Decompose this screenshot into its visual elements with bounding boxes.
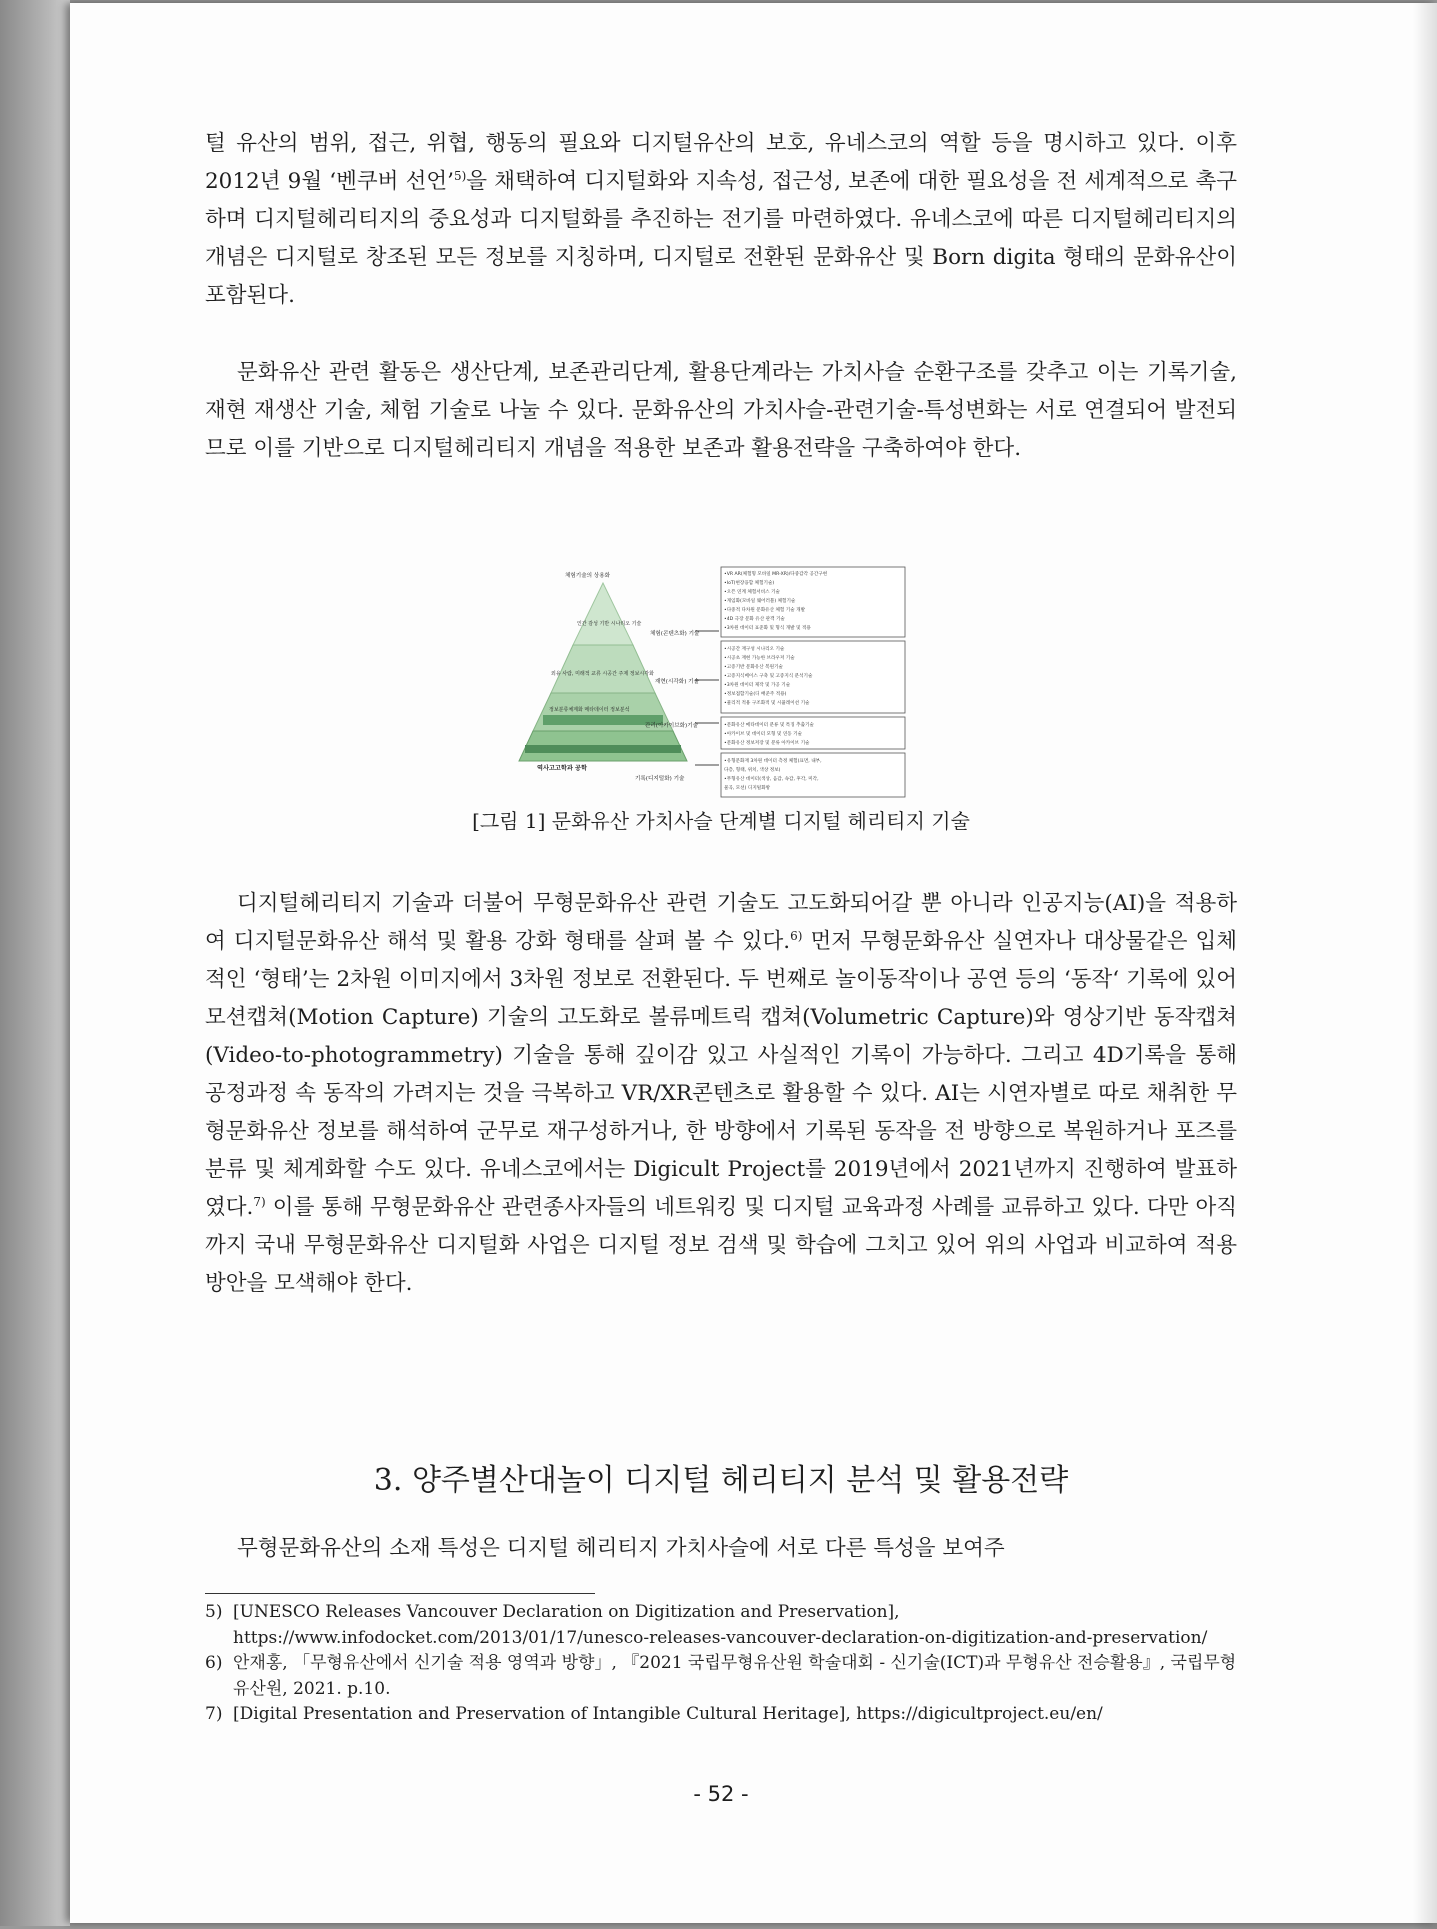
- footnote-5: [205, 1600, 1245, 1651]
- section-title: 3. 양주별산대놀이 디지털 헤리티지 분석 및 활용전략: [373, 1463, 1069, 1498]
- footnotes: [205, 1600, 1245, 1728]
- pyramid-diagram: [515, 565, 965, 805]
- box-4-line: 물곡, 모션) 디지털화방: [724, 786, 771, 791]
- box-3-line: •문화유산 메타데이터 분류 및 특징 추출기술: [724, 723, 814, 728]
- figure-caption: [그림 1] 문화유산 가치사슬 단계별 디지털 헤리티지 기술: [472, 809, 970, 833]
- footnote-6: [205, 1651, 1245, 1702]
- box-2-line: •고증기반 문화유산 복원기술: [724, 665, 783, 670]
- stage-label-4: 기록(디지털화) 기술: [635, 776, 685, 782]
- stage-label-2: 재현(시각화) 기술: [655, 679, 699, 685]
- page-number: - 52 -: [693, 1782, 749, 1806]
- box-2-line: •정보접합기술(디 배준주 적용): [724, 692, 787, 697]
- box-3-line: •문화유산 정보저장 및 분류 아카이브 기술: [724, 741, 810, 746]
- paragraph-text: 문화유산 관련 활동은 생산단계, 보존관리단계, 활용단계라는 가치사슬 순환구조를 갖추고 이는 기록기술, 재현 재생산 기술, 체험 기술로 나눌 수 있다. 문화유산의 가치사슬-관련기술-특성변화는 서로 연결되어 발전되므로 이를 기반으로 디지털헤리티지 개념을 적용한 보존과 활용전략을 구축하여야 한다.: [205, 360, 1237, 461]
- footnote-number: 7): [205, 1704, 223, 1724]
- book-spine-shadow: [0, 0, 70, 1926]
- pyramid-layer-1: [573, 583, 633, 645]
- box-2-line: •3차원 데이터 제작 및 가공 기술: [724, 683, 791, 688]
- box-1-line: •3차원 데이터 표준화 및 형식 개발 및 적용: [724, 626, 811, 631]
- stage-label-1: 체험(콘텐츠화) 기술: [650, 631, 700, 637]
- footnote-number: 6): [205, 1653, 223, 1673]
- paragraph-text: 이를 통해 무형문화유산 관련종사자들의 네트워킹 및 디지털 교육과정 사례를 교류하고 있다. 다만 아직까지 국내 무형문화유산 디지털화 사업은 디지털 정보 검색 및 학습에 그치고 있어 위의 사업과 비교하여 적용방안을 모색해야 한다.: [205, 1195, 1237, 1296]
- box-4-line: •유형문화재 3차원 데이터 측정 체험(표면, 내부,: [724, 759, 822, 764]
- box-1-line: •다중적 다차원 문화유산 체험 기술 개발: [724, 608, 806, 613]
- box-4-line: •무형유산 데이터(색상, 음감, 속감, 후각, 미각,: [724, 777, 819, 782]
- box-1-line: •게임화(모바일 웨어러블) 체험기술: [724, 599, 796, 604]
- pyramid-base-band: [525, 745, 681, 753]
- footnote-text: [Digital Presentation and Preservation of Intangible Cultural Heritage], https://digicultproject.eu/en/: [233, 1704, 1103, 1724]
- figure-value-chain-pyramid: [515, 565, 965, 805]
- paragraph-4: [205, 1530, 1237, 1568]
- footnote-divider: [205, 1593, 595, 1594]
- box-2-line: •고증지식베이스 구축 및 고증지식 분석기술: [724, 674, 813, 679]
- figure-top-label: 체험기술의 상용화: [565, 573, 611, 579]
- paragraph-text: 디지털헤리티지 기술과 더불어 무형문화유산 관련 기술도 고도화되어갈 뿐 아니라 인공지능(AI)을 적용하여 디지털문화유산 해석 및 활용 강화 형태를 살펴 볼 수 있다.: [205, 891, 1237, 954]
- box-1-line: •4D 극장 문화 유산 관객 기술: [724, 617, 785, 622]
- pyramid-label-2: 외유 사람, 미래적 교류 시공간 주제 정보시각화: [551, 671, 654, 677]
- box-3-line: •아카이브 및 데이터 모형 및 연동 기술: [724, 732, 803, 737]
- paragraph-text: 먼저 무형문화유산 실연자나 대상물같은 입체적인 ‘형태’는 2차원 이미지에서 3차원 정보로 전환된다. 두 번째로 놀이동작이나 공연 등의 ‘동작‘ 기록에 있어 모션캡쳐(Motion Capture) 기술의 고도화로 볼류메트릭 캡쳐(Volumetric Capture)와 영상기반 동작캡쳐(Video-to-photogrammetry) 기술을 통해 깊이감 있고 사실적인 기록이 가능하다. 그리고 4D기록을 통해 공정과정 속 동작의 가려지는 것을 극복하고 VR/XR콘텐츠로 활용할 수 있다. AI는 시연자별로 따로 채취한 무형문화유산 정보를 해석하여 군무로 재구성하거나, 한 방향에서 기록된 동작을 전 방향으로 복원하거나 포즈를 분류 및 체계화할 수도 있다. 유네스코에서는 Digicult Project를 2019년에서 2021년까지 진행하여 발표하였다.: [205, 929, 1237, 1220]
- footnote-text: [UNESCO Releases Vancouver Declaration on Digitization and Preservation], https://www.infodocket.com/2013/01/17/unesco-releases-vancouver-declaration-on-digitization-and-preservation/: [233, 1602, 1208, 1648]
- pyramid-label-1: 인간 감성 기반 시나리오 기술: [577, 621, 642, 627]
- box-4-line: 다층, 형태, 위치, 색상 정보): [724, 768, 781, 773]
- footnote-7: [205, 1702, 1245, 1728]
- footnote-ref-7[interactable]: 7): [253, 1194, 266, 1209]
- box-1-line: •VR AR(체험형 모바일 MR-XR)/다중감각 공간구현: [724, 572, 828, 577]
- box-2-line: •시공간 재구성 시나리오 기술: [724, 647, 785, 652]
- paragraph-text: 무형문화유산의 소재 특성은 디지털 헤리티지 가치사슬에 서로 다른 특성을 보여주: [237, 1536, 1005, 1561]
- pyramid-label-3: 정보분류체계화 메타데이터 정보분석: [549, 707, 630, 713]
- footnote-text: 안재홍, 「무형유산에서 신기술 적용 영역과 방향」, 『2021 국립무형유산원 학술대회 - 신기술(ICT)과 무형유산 전승활용』, 국립무형유산원, 2021. p.10.: [233, 1653, 1237, 1699]
- paragraph-text: 털 유산의 범위, 접근, 위협, 행동의 필요와 디지털유산의 보호, 유네스코의 역할 등을 명시하고 있다. 이후 2012년 9월 ‘벤쿠버 선언’$^{5)}$을 채택하여 디지털화와 지속성, 접근성, 보존에 대한 필요성을 전 세계적으로 촉구하며 디지털헤리티지의 중요성과 디지털화를 추진하는 전기를 마련하였다. 유네스코에 따른 디지털헤리티지의 개념은 디지털로 창조된 모든 정보를 지칭하며, 디지털로 전환된 문화유산 및 Born digita 형태의 문화유산이 포함된다.: [205, 131, 1237, 308]
- stage-label-3: 관리(아카이브화)기술: [645, 723, 698, 729]
- box-1-line: •오픈 연계 체험서비스 기술: [724, 590, 780, 595]
- paragraph-3: [205, 885, 1237, 1303]
- box-1-line: •IoT(현장융합 체험기술): [724, 581, 775, 586]
- footnote-ref-5[interactable]: 5): [453, 168, 467, 183]
- page-edge-shade: [1413, 3, 1437, 1929]
- paragraph-1: [205, 125, 1237, 315]
- paragraph-2: [205, 354, 1237, 468]
- pyramid-label-4: 역사고고학과 공학: [537, 765, 587, 772]
- box-2-line: •물리적 적용 구조화적 및 시뮬레이션 기술: [724, 701, 810, 706]
- box-2-line: •시공초 재현 가능한 브라우저 기술: [724, 656, 795, 661]
- footnote-number: 5): [205, 1602, 223, 1622]
- footnote-ref-6[interactable]: 6): [790, 928, 803, 943]
- pyramid-layer-2: [551, 645, 655, 693]
